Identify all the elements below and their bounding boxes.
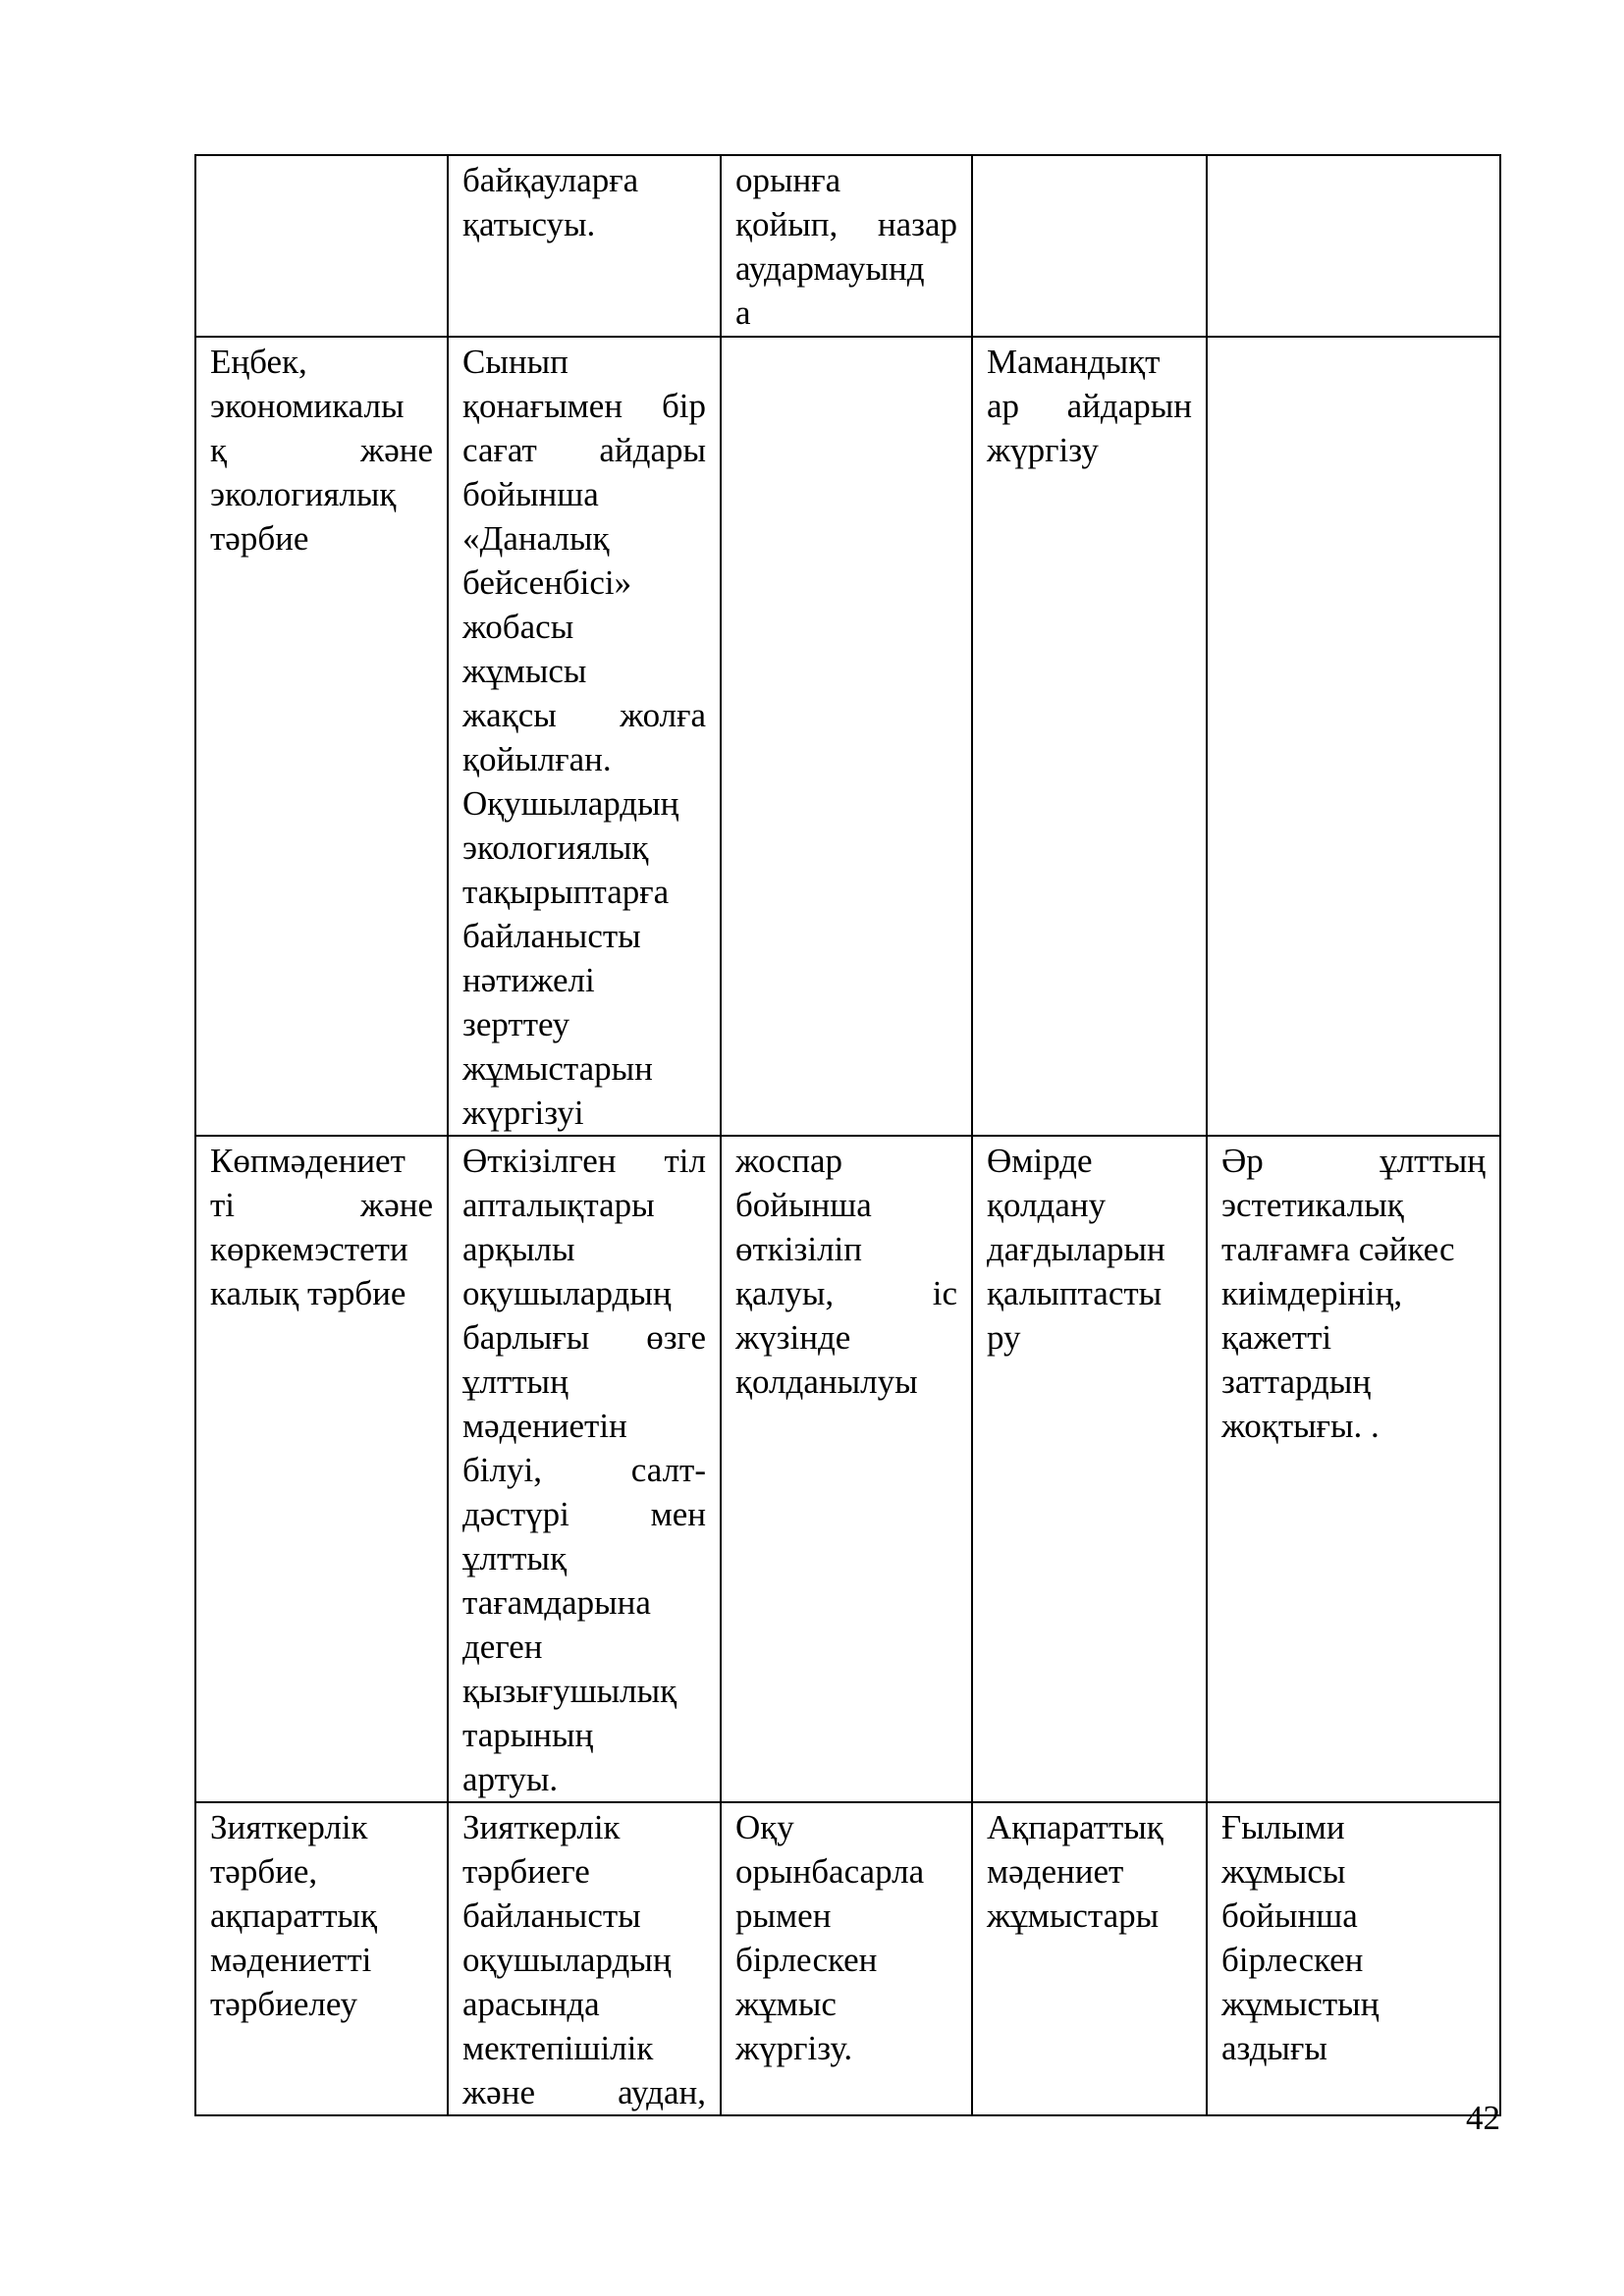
cell-line: ті және — [210, 1186, 433, 1224]
cell-line: бойынша — [1221, 1896, 1358, 1935]
cell-line: ру — [987, 1318, 1021, 1357]
cell-line: барлығы өзге — [462, 1318, 706, 1357]
cell-line: жоқтығы. . — [1221, 1407, 1380, 1445]
cell-line: тәрбие, — [210, 1852, 318, 1891]
table-cell — [448, 1136, 721, 1802]
cell-line: экономикалы — [210, 387, 405, 425]
cell-line: аздығы — [1221, 2029, 1327, 2067]
table-cell — [195, 155, 448, 337]
table-row — [195, 155, 1500, 337]
table-cell — [972, 1802, 1207, 2115]
cell-line: қ және — [210, 431, 433, 469]
cell-line: мәдениет — [987, 1852, 1124, 1891]
cell-line: қалыптасты — [987, 1274, 1163, 1312]
cell-line: және аудан, — [462, 2073, 706, 2111]
document-table — [194, 154, 1501, 2116]
cell-line: мектепішілік — [462, 2029, 654, 2067]
cell-line: жұмыстарын — [462, 1049, 653, 1088]
table-cell — [721, 337, 972, 1136]
table-cell — [195, 337, 448, 1136]
cell-line: қолдану — [987, 1186, 1107, 1224]
table-cell — [1207, 1136, 1500, 1802]
cell-line: қойып, назар — [735, 205, 957, 243]
cell-line: байланысты — [462, 1896, 641, 1935]
cell-line: ұлттың — [462, 1362, 568, 1401]
cell-line: ар айдарын — [987, 387, 1192, 425]
cell-line: бойынша — [735, 1186, 872, 1224]
cell-line: дәстүрі мен — [462, 1495, 706, 1533]
cell-line: жүргізу. — [735, 2029, 853, 2067]
cell-line: байқауларға — [462, 161, 639, 199]
cell-line: дағдыларын — [987, 1230, 1165, 1268]
cell-line: мәдениетті — [210, 1941, 372, 1979]
cell-line: экологиялық — [462, 828, 649, 867]
cell-line: Ғылыми — [1221, 1808, 1345, 1846]
cell-line: апталықтары — [462, 1186, 655, 1224]
table-cell — [721, 1136, 972, 1802]
page-number: 42 — [1466, 2099, 1500, 2137]
cell-line: бейсенбісі» — [462, 563, 632, 602]
cell-line: Өткізілген тіл — [462, 1142, 706, 1180]
table-cell — [721, 155, 972, 337]
table-cell — [972, 155, 1207, 337]
cell-line: оқушылардың — [462, 1274, 672, 1312]
cell-line: Зияткерлік — [462, 1808, 621, 1846]
cell-line: мәдениетін — [462, 1407, 627, 1445]
cell-line: жүзінде — [735, 1318, 851, 1357]
cell-line: сағат айдары — [462, 431, 706, 469]
cell-line: арасында — [462, 1985, 600, 2023]
cell-line: қатысуы. — [462, 205, 596, 243]
table-cell — [195, 1136, 448, 1802]
table-cell — [195, 1802, 448, 2115]
table-cell — [1207, 337, 1500, 1136]
cell-line: калық тәрбие — [210, 1274, 406, 1312]
cell-line: а — [735, 294, 751, 332]
cell-line: орынға — [735, 161, 841, 199]
cell-line: орынбасарла — [735, 1852, 925, 1891]
cell-line: қолданылуы — [735, 1362, 918, 1401]
cell-line: Көпмәдениет — [210, 1142, 406, 1180]
cell-line: тағамдарына — [462, 1583, 651, 1622]
table-cell — [1207, 155, 1500, 337]
cell-line: ақпараттық — [210, 1896, 378, 1935]
cell-line: жұмыстары — [987, 1896, 1160, 1935]
table-cell — [1207, 1802, 1500, 2115]
cell-line: артуы. — [462, 1760, 559, 1798]
cell-line: тәрбие — [210, 519, 309, 558]
cell-line: қажетті — [1221, 1318, 1332, 1357]
cell-line: бірлескен — [1221, 1941, 1364, 1979]
cell-line: жобасы — [462, 608, 574, 646]
cell-line: Әр ұлттың — [1221, 1142, 1486, 1180]
cell-line: киімдерінің, — [1221, 1274, 1403, 1312]
cell-line: Оқушылардың — [462, 784, 679, 823]
cell-line: жұмысы — [1221, 1852, 1346, 1891]
cell-line: көркемэстети — [210, 1230, 408, 1268]
table-cell — [448, 337, 721, 1136]
cell-line: қызығушылық — [462, 1672, 677, 1710]
cell-line: оқушылардың — [462, 1941, 672, 1979]
cell-line: жұмыс — [735, 1985, 837, 2023]
cell-line: «Даналық — [462, 519, 610, 558]
cell-line: экологиялық — [210, 475, 397, 513]
cell-line: жүргізуі — [462, 1094, 584, 1132]
cell-line: жоспар — [735, 1142, 842, 1180]
cell-line: Сынып — [462, 343, 568, 381]
cell-line: Өмірде — [987, 1142, 1093, 1180]
table-row — [195, 1136, 1500, 1802]
cell-line: қойылған. — [462, 740, 612, 778]
cell-line: қонағымен бір — [462, 387, 706, 425]
cell-line: нәтижелі — [462, 961, 595, 999]
cell-line: бойынша — [462, 475, 599, 513]
cell-line: жұмыстың — [1221, 1985, 1380, 2023]
cell-line: байланысты — [462, 917, 641, 955]
cell-line: зерттеу — [462, 1005, 570, 1043]
cell-line: тақырыптарға — [462, 873, 670, 911]
cell-line: жүргізу — [987, 431, 1099, 469]
cell-line: тарының — [462, 1716, 594, 1754]
cell-line: қалуы, іс — [735, 1274, 957, 1312]
cell-line: Оқу — [735, 1808, 794, 1846]
cell-line: тәрбиеге — [462, 1852, 590, 1891]
cell-line: аудармауынд — [735, 249, 925, 288]
cell-line: талғамға сәйкес — [1221, 1230, 1455, 1268]
table-row — [195, 1802, 1500, 2115]
cell-line: тәрбиелеу — [210, 1985, 358, 2023]
cell-line: Мамандықт — [987, 343, 1161, 381]
table-cell — [972, 337, 1207, 1136]
cell-line: заттардың — [1221, 1362, 1372, 1401]
cell-line: деген — [462, 1628, 543, 1666]
cell-line: ұлттық — [462, 1539, 568, 1577]
cell-line: Еңбек, — [210, 343, 307, 381]
table-row — [195, 337, 1500, 1136]
cell-line: жақсы жолға — [462, 696, 706, 734]
table-cell — [448, 1802, 721, 2115]
cell-line: өткізіліп — [735, 1230, 862, 1268]
cell-line: жұмысы — [462, 652, 587, 690]
cell-line: бірлескен — [735, 1941, 878, 1979]
cell-line: Зияткерлік — [210, 1808, 368, 1846]
cell-line: рымен — [735, 1896, 832, 1935]
cell-line: арқылы — [462, 1230, 575, 1268]
table-cell — [721, 1802, 972, 2115]
cell-line: білуі, салт- — [462, 1451, 706, 1489]
table-cell — [972, 1136, 1207, 1802]
cell-line: Ақпараттық — [987, 1808, 1164, 1846]
table-cell — [448, 155, 721, 337]
cell-line: эстетикалық — [1221, 1186, 1404, 1224]
